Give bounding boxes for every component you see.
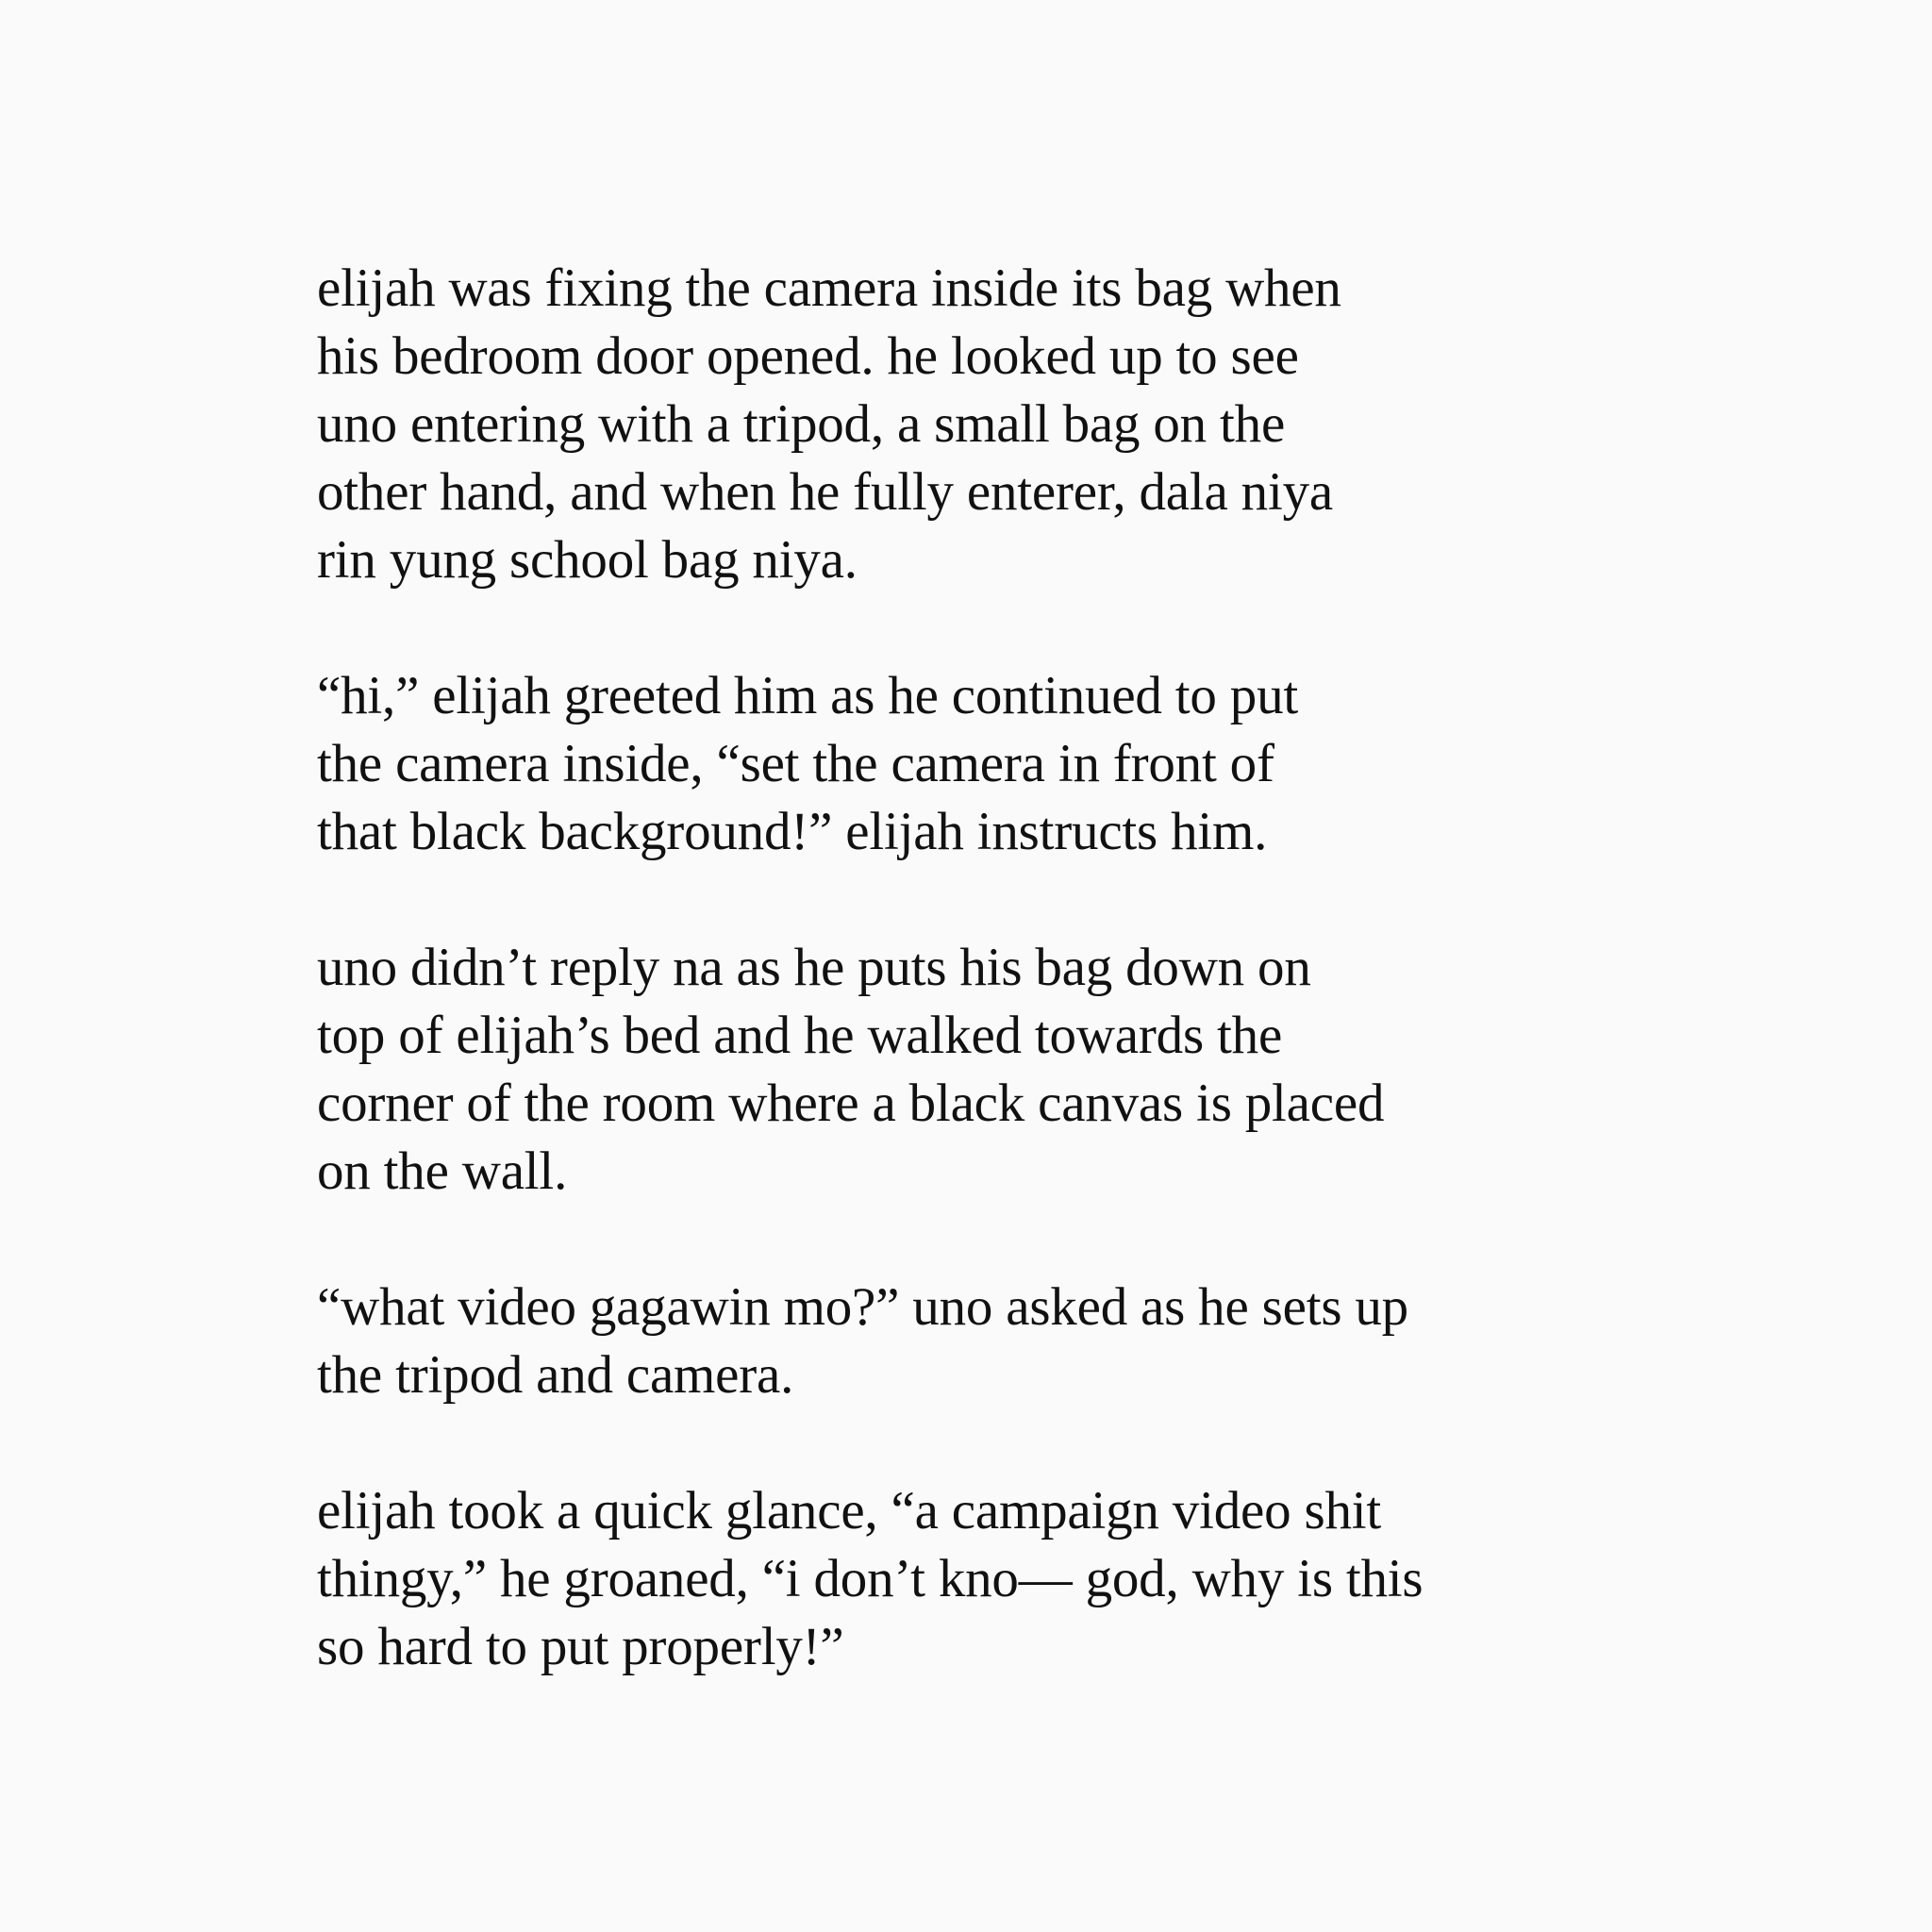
text-line: on the wall.	[317, 1141, 568, 1201]
paragraph-1	[317, 255, 1732, 594]
text-line: other hand, and when he fully enterer, dala niya	[317, 462, 1334, 522]
text-line: so hard to put properly!”	[317, 1617, 844, 1676]
text-line: the camera inside, “set the camera in front of	[317, 734, 1274, 793]
paragraph-5	[317, 1477, 1732, 1681]
text-line: corner of the room where a black canvas is placed	[317, 1074, 1385, 1133]
text-line: uno entering with a tripod, a small bag on the	[317, 394, 1286, 454]
text-line: “what video gagawin mo?” uno asked as he sets up	[317, 1277, 1408, 1337]
paragraph-4	[317, 1274, 1732, 1409]
story-text	[317, 255, 1732, 1681]
text-line: elijah was fixing the camera inside its bag when	[317, 258, 1341, 318]
text-line: that black background!” elijah instructs him.	[317, 802, 1268, 861]
text-line: “hi,” elijah greeted him as he continued to put	[317, 666, 1299, 725]
text-line: his bedroom door opened. he looked up to see	[317, 326, 1299, 386]
text-line: uno didn’t reply na as he puts his bag down on	[317, 938, 1311, 997]
text-line: rin yung school bag niya.	[317, 530, 858, 590]
text-line: top of elijah’s bed and he walked towards the	[317, 1006, 1283, 1065]
paragraph-2	[317, 662, 1732, 866]
text-line: the tripod and camera.	[317, 1345, 794, 1405]
text-line: elijah took a quick glance, “a campaign video shit	[317, 1481, 1382, 1541]
text-line: thingy,” he groaned, “i don’t kno— god, why is this	[317, 1549, 1424, 1608]
paragraph-3	[317, 934, 1732, 1206]
